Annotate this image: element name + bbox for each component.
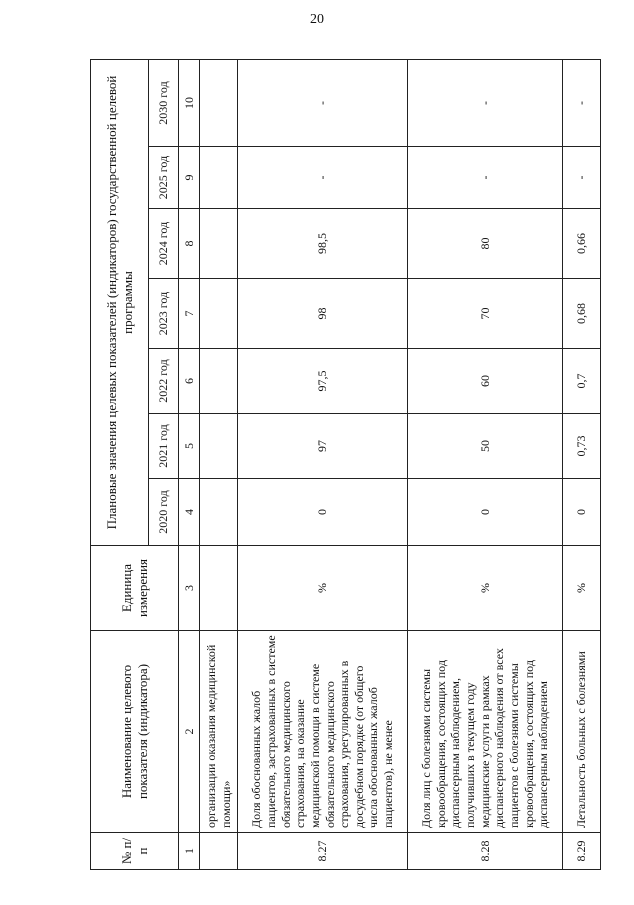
header-year: 2024 год — [149, 209, 179, 279]
row-value: 80 — [408, 209, 563, 279]
row-value: 0,7 — [563, 349, 601, 414]
row-num — [200, 833, 238, 870]
row-value: 0 — [238, 479, 408, 546]
row-value — [200, 414, 238, 479]
row-indicator-name: Летальность больных с болезнями — [563, 631, 601, 833]
row-value: 0 — [563, 479, 601, 546]
header-planned-values: Плановые значения целевых показателей (индикаторов) государственной целевой программы — [91, 60, 149, 546]
row-indicator-name: организации оказания медицинской помощи» — [200, 631, 238, 833]
page-number: 20 — [310, 12, 324, 27]
header-year: 2022 год — [149, 349, 179, 414]
header-row-1 — [91, 60, 149, 870]
row-value — [200, 479, 238, 546]
header-unit: Единица измерения — [91, 546, 179, 631]
row-value: - — [408, 147, 563, 209]
row-value: 60 — [408, 349, 563, 414]
row-value — [200, 349, 238, 414]
column-number: 5 — [179, 414, 200, 479]
header-year: 2023 год — [149, 279, 179, 349]
header-year: 2025 год — [149, 147, 179, 209]
row-value — [200, 209, 238, 279]
row-value — [200, 147, 238, 209]
row-value: 0,68 — [563, 279, 601, 349]
row-unit: % — [238, 546, 408, 631]
row-value: 0 — [408, 479, 563, 546]
row-unit — [200, 546, 238, 631]
row-unit: % — [563, 546, 601, 631]
row-value: 50 — [408, 414, 563, 479]
header-indicator-name: Наименование целевого показателя (индикатора) — [91, 631, 179, 833]
column-number: 9 — [179, 147, 200, 209]
row-unit: % — [408, 546, 563, 631]
header-year: 2021 год — [149, 414, 179, 479]
header-year: 2020 год — [149, 479, 179, 546]
table-row — [200, 60, 238, 870]
row-indicator-name: Доля обоснованных жалоб пациентов, застрахованных в системе обязательного медицинского страхования, на оказание медицинской помощи в системе обязательного медицинского страхования, урегулированных в досудебном порядке (от общего числа обоснованных жалоб пациентов), не менее — [238, 631, 408, 833]
row-value: 0,73 — [563, 414, 601, 479]
column-number: 7 — [179, 279, 200, 349]
row-value: 97 — [238, 414, 408, 479]
column-number: 2 — [179, 631, 200, 833]
table-row — [563, 60, 601, 870]
row-num: 8.28 — [408, 833, 563, 870]
row-indicator-name: Доля лиц с болезнями системы кровообращения, состоящих под диспансерным наблюдением, получивших в текущем году медицинские услуги в рамках диспансерного наблюдения от всех пациентов с болезнями системы кровообращения, состоящих под диспансерным наблюдением — [408, 631, 563, 833]
column-number-row — [179, 60, 200, 870]
header-num: № п/п — [91, 833, 179, 870]
column-number: 8 — [179, 209, 200, 279]
column-number: 3 — [179, 546, 200, 631]
column-number: 4 — [179, 479, 200, 546]
row-value: - — [563, 147, 601, 209]
row-value: - — [408, 60, 563, 147]
rotated-table-container — [90, 60, 600, 870]
row-value: 98 — [238, 279, 408, 349]
row-value — [200, 279, 238, 349]
column-number: 10 — [179, 60, 200, 147]
row-value — [200, 60, 238, 147]
header-year: 2030 год — [149, 60, 179, 147]
row-num: 8.29 — [563, 833, 601, 870]
row-value: 98,5 — [238, 209, 408, 279]
table-row — [238, 60, 408, 870]
table-row — [408, 60, 563, 870]
row-value: - — [563, 60, 601, 147]
row-value: - — [238, 147, 408, 209]
row-value: 97,5 — [238, 349, 408, 414]
row-value: 70 — [408, 279, 563, 349]
column-number: 6 — [179, 349, 200, 414]
indicators-table — [90, 59, 601, 870]
row-num: 8.27 — [238, 833, 408, 870]
column-number: 1 — [179, 833, 200, 870]
row-value: - — [238, 60, 408, 147]
row-value: 0,66 — [563, 209, 601, 279]
